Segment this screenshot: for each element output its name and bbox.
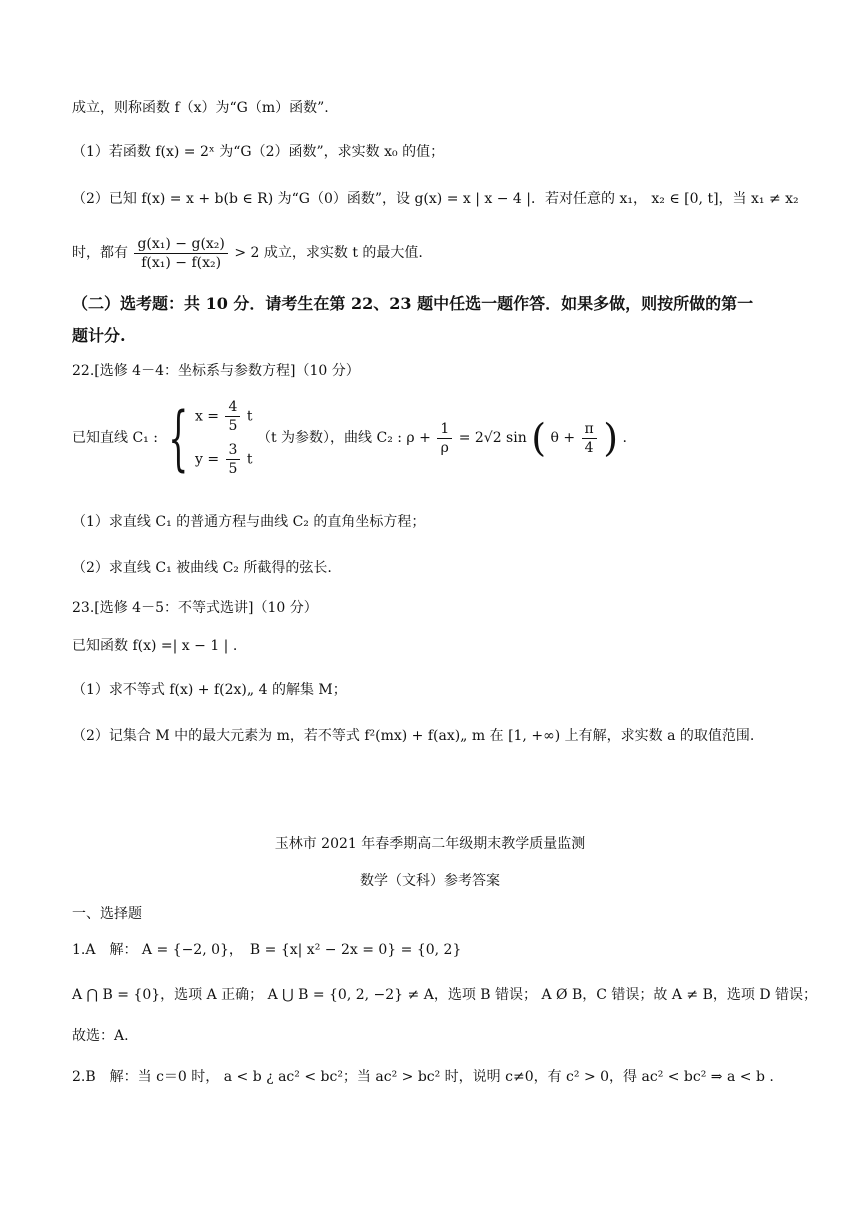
text-line: （2）记集合 M 中的最大元素为 m，若不等式 f²(mx) + f(ax)„ m 在 [1, +∞) 上有解，求实数 a 的取值范围. bbox=[72, 728, 755, 744]
text-line: 成立，则称函数 f（x）为“G（m）函数”. bbox=[72, 100, 329, 116]
question-heading: 22.[选修 4－4：坐标系与参数方程]（10 分） bbox=[72, 363, 360, 379]
fraction-denominator: f(x₁) − f(x₂) bbox=[141, 254, 222, 271]
text-fragment: t bbox=[246, 451, 253, 468]
fraction bbox=[134, 235, 227, 272]
fraction-numerator: 1 bbox=[437, 420, 452, 439]
text-line: （1）求直线 C₁ 的普通方程与曲线 C₂ 的直角坐标方程； bbox=[72, 514, 426, 530]
text-fragment: = 2√2 sin bbox=[458, 430, 527, 446]
fraction-numerator: 3 bbox=[226, 441, 241, 460]
text-line: （1）若函数 f(x) = 2ˣ 为“G（2）函数”，求实数 x₀ 的值； bbox=[72, 144, 445, 160]
text-line: 1.A 解： A = {−2, 0}， B = {x| x² − 2x = 0} = {0, 2} bbox=[72, 942, 462, 958]
text-fragment: 时，都有 bbox=[72, 245, 128, 261]
brace-icon: { bbox=[168, 397, 189, 479]
text-fragment: > 2 成立，求实数 t 的最大值. bbox=[234, 245, 423, 261]
fraction bbox=[226, 441, 241, 478]
text-fragment: 已知直线 C₁ : bbox=[72, 430, 158, 446]
text-fragment: . bbox=[622, 430, 627, 446]
fraction bbox=[225, 398, 240, 435]
fraction-denominator: 5 bbox=[228, 461, 238, 477]
text-line: 2.B 解：当 c＝0 时， a < b ¿ ac² < bc²；当 ac² > bc² 时，说明 c≠0，有 c² > 0，得 ac² < bc² ⇒ a < b . bbox=[72, 1069, 774, 1085]
text-line: （2）求直线 C₁ 被曲线 C₂ 所截得的弦长. bbox=[72, 560, 332, 576]
text-line: 已知函数 f(x) =| x − 1 | . bbox=[72, 638, 238, 654]
equation-line bbox=[72, 398, 627, 478]
text-line: （2）已知 f(x) = x + b(b ∈ R) 为“G（0）函数”，设 g(x) = x | x − 4 |．若对任意的 x₁， x₂ ∈ [0, t]，当 x₁ ≠ x₂ bbox=[72, 191, 799, 207]
text-line: 故选：A. bbox=[72, 1028, 129, 1044]
equation-system bbox=[162, 398, 252, 478]
text-line bbox=[72, 228, 423, 278]
text-fragment: x = bbox=[194, 408, 224, 425]
fraction-numerator: π bbox=[582, 420, 597, 439]
text-line: （1）求不等式 f(x) + f(2x)„ 4 的解集 M； bbox=[72, 682, 347, 698]
fraction-denominator: 4 bbox=[584, 439, 594, 456]
answer-subtitle: 数学（文科）参考答案 bbox=[360, 873, 500, 889]
fraction-denominator: 5 bbox=[228, 418, 238, 434]
text-fragment: t bbox=[246, 408, 253, 425]
text-fragment: y = bbox=[194, 451, 224, 468]
question-heading: 23.[选修 4－5：不等式选讲]（10 分） bbox=[72, 600, 318, 616]
text-fragment: （t 为参数），曲线 C₂ : ρ + bbox=[256, 430, 431, 446]
left-paren-icon: ( bbox=[531, 416, 547, 460]
section-heading: 题计分. bbox=[72, 326, 126, 345]
fraction-denominator: ρ bbox=[440, 439, 449, 456]
fraction-numerator: g(x₁) − g(x₂) bbox=[134, 235, 227, 254]
answer-title: 玉林市 2021 年春季期高二年级期末教学质量监测 bbox=[274, 836, 586, 852]
fraction bbox=[437, 420, 452, 457]
text-line: A ⋂ B = {0}，选项 A 正确； A ⋃ B = {0, 2, −2} ≠ A，选项 B 错误； A Ø B，C 错误；故 A ≠ B，选项 D 错误； bbox=[72, 987, 817, 1003]
text-fragment: θ + bbox=[550, 430, 576, 446]
fraction bbox=[582, 420, 597, 457]
section-heading: 一、选择题 bbox=[72, 906, 142, 922]
fraction-numerator: 4 bbox=[225, 398, 240, 417]
section-heading: （二）选考题：共 10 分．请考生在第 22、23 题中任选一题作答．如果多做，则按所做的第一 bbox=[72, 294, 754, 313]
right-paren-icon: ) bbox=[603, 416, 619, 460]
